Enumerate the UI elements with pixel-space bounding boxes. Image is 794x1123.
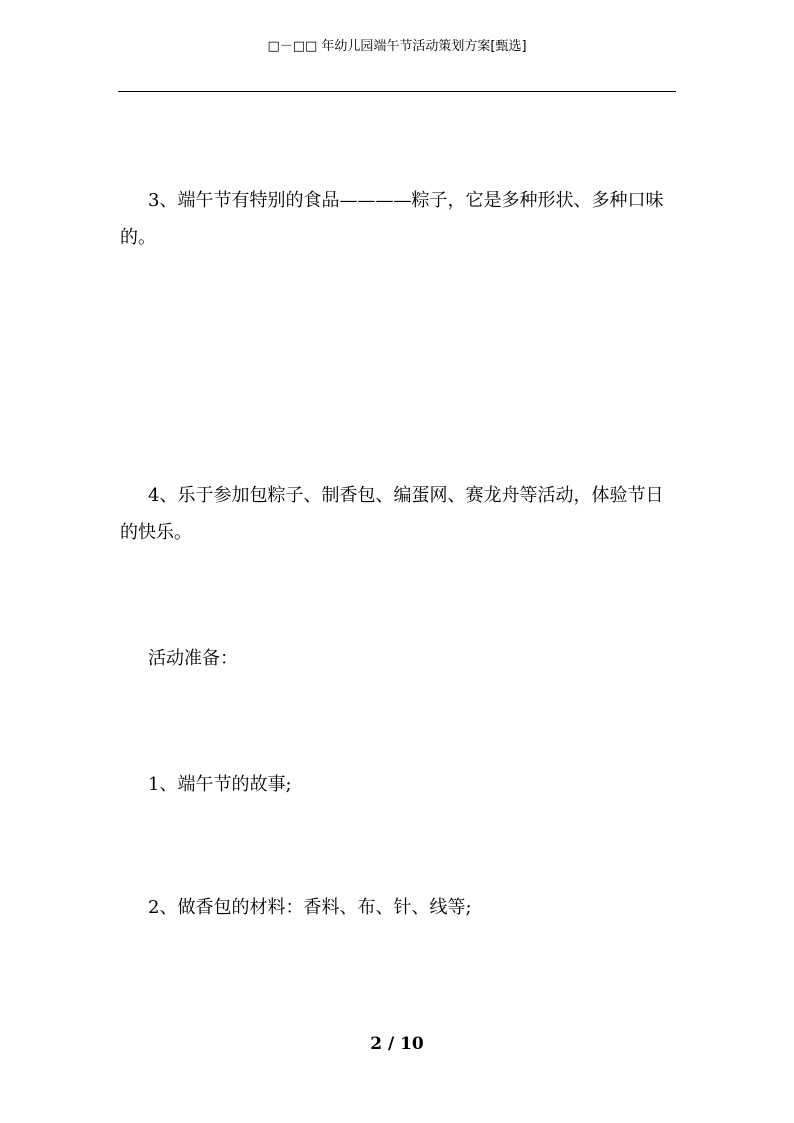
paragraph-objective-4: 4、乐于参加包粽子、制香包、编蛋网、赛龙舟等活动，体验节日的快乐。	[120, 485, 664, 543]
header-rule	[118, 91, 676, 92]
page-number: 2 / 10	[370, 1034, 424, 1054]
section-heading-preparation: 活动准备：	[148, 648, 238, 669]
preparation-item-1: 1、端午节的故事;	[148, 774, 292, 795]
page-header: □－□□ 年幼儿园端午节活动策划方案[甄选]	[267, 39, 527, 54]
paragraph-objective-3: 3、端午节有特别的食品————粽子，它是多种形状、多种口味的。	[120, 190, 664, 248]
preparation-item-2: 2、做香包的材料：香料、布、针、线等;	[148, 897, 472, 918]
